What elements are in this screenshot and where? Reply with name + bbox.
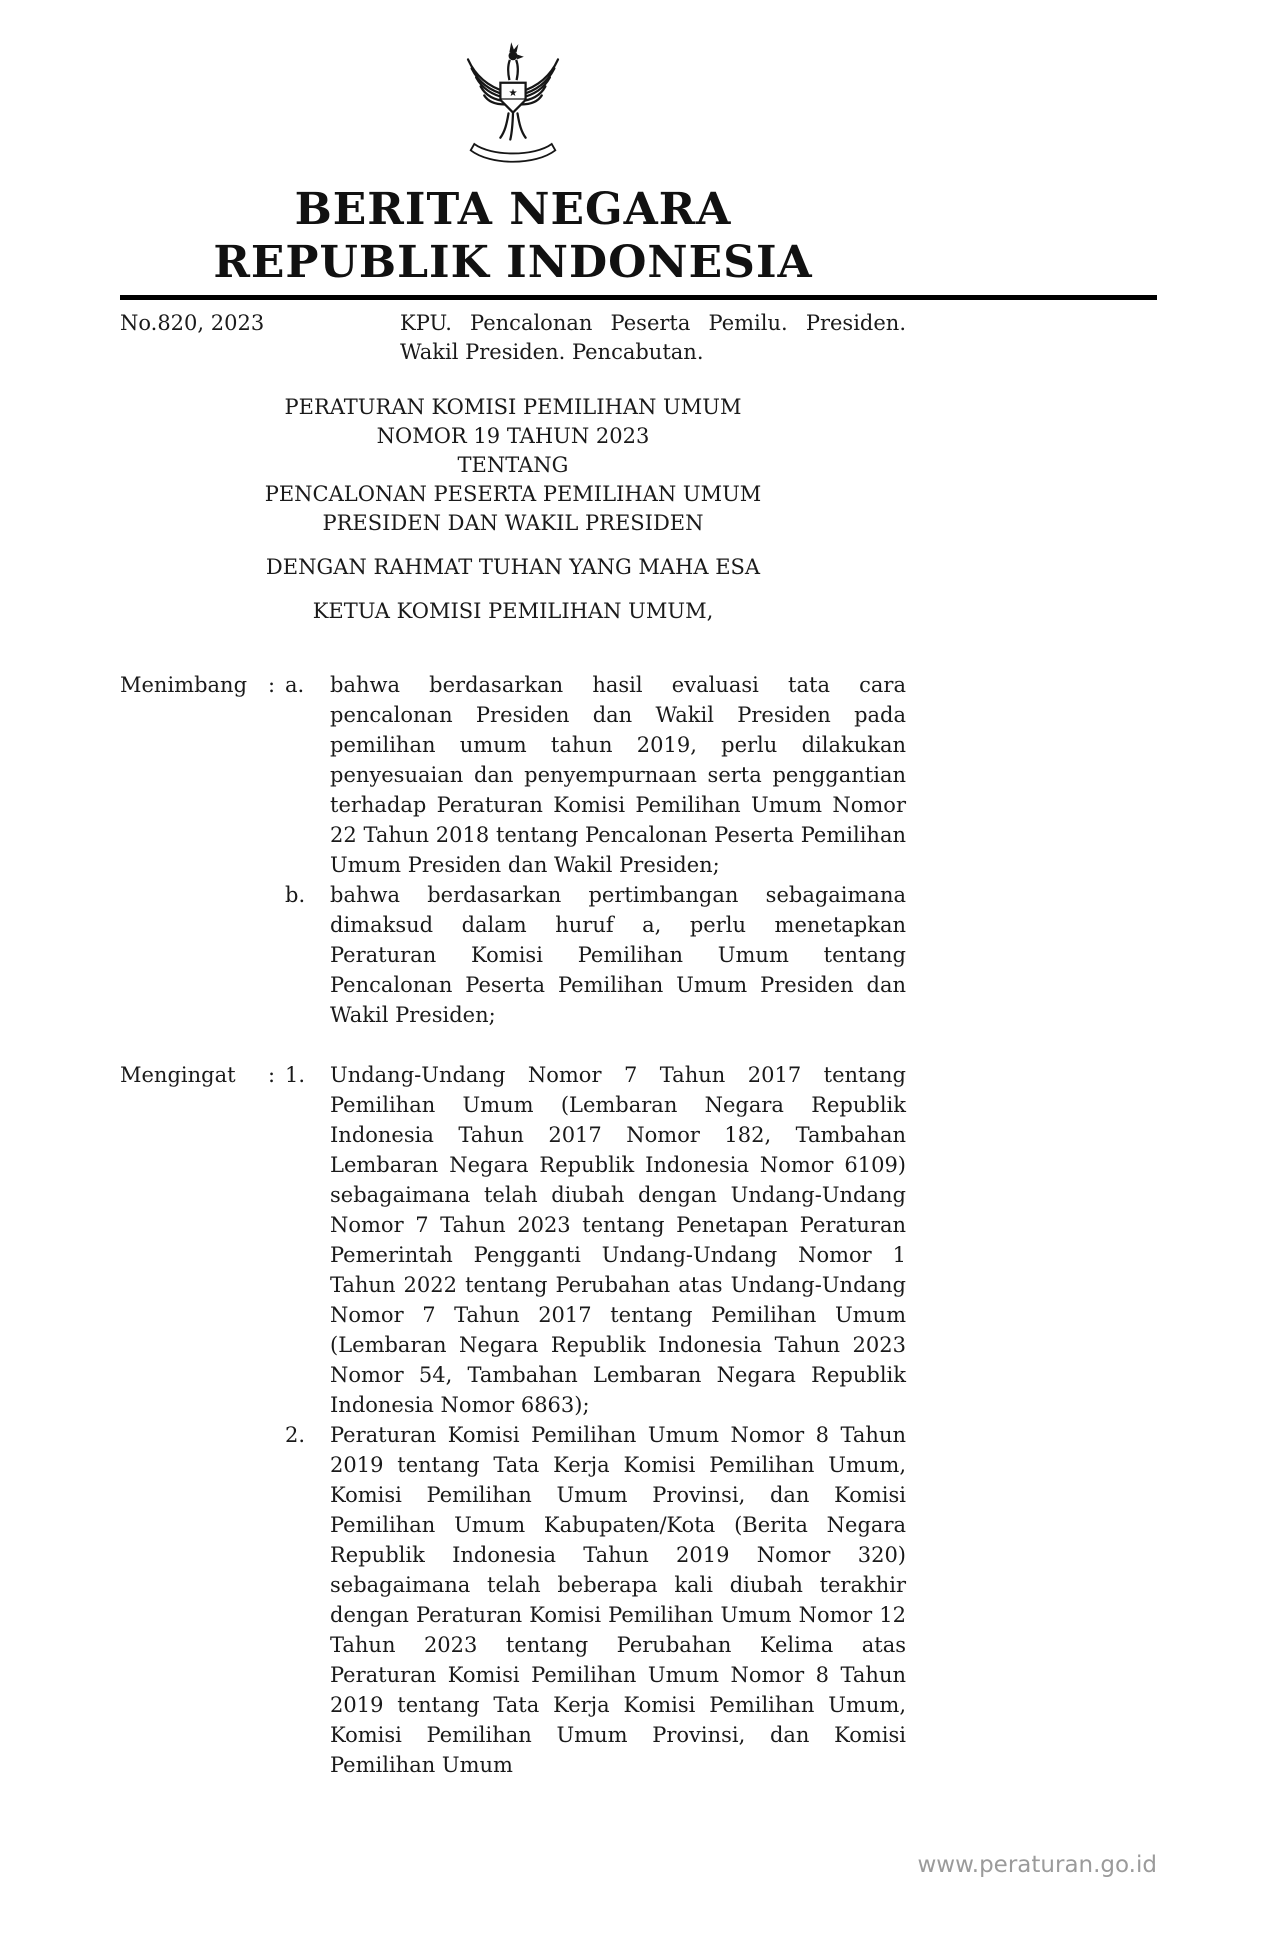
legal-basis-item-marker: 1.	[285, 1063, 306, 1087]
gazette-title-line-1: BERITA NEGARA	[294, 184, 732, 235]
garuda-pancasila-icon	[459, 36, 567, 171]
authority-line: KETUA KOMISI PEMILIHAN UMUM,	[312, 599, 714, 623]
spacer-cell	[120, 1420, 268, 1780]
spacer-cell	[268, 880, 285, 1030]
legal-basis-item-marker: 2.	[285, 1423, 306, 1447]
regulation-heading-line-3: TENTANG	[457, 453, 569, 477]
gazette-number: No.820, 2023	[120, 311, 265, 335]
considerations-colon: :	[268, 673, 276, 697]
regulation-heading-line-2: NOMOR 19 TAHUN 2023	[376, 424, 650, 448]
invocation-line: DENGAN RAHMAT TUHAN YANG MAHA ESA	[265, 555, 761, 579]
regulation-heading-line-5: PRESIDEN DAN WAKIL PRESIDEN	[322, 511, 704, 535]
gazette-header-row	[120, 309, 906, 367]
legal-basis-colon: :	[268, 1063, 276, 1087]
regulation-heading-line-1: PERATURAN KOMISI PEMILIHAN UMUM	[284, 395, 742, 419]
gazette-subject: KPU. Pencalonan Peserta Pemilu. Presiden. Wakil Presiden. Pencabutan.	[400, 311, 906, 364]
considerations-section	[120, 670, 906, 1030]
consideration-item-text: bahwa berdasarkan pertimbangan sebagaimana dimaksud dalam huruf a, perlu menetapkan Peraturan Komisi Pemilihan Umum tentang Pencalonan Peserta Pemilihan Umum Presiden dan Wakil Presiden;	[330, 883, 906, 1027]
source-watermark: www.peraturan.go.id	[917, 1852, 1157, 1878]
gazette-page	[120, 0, 1157, 1780]
legal-basis-label: Mengingat	[120, 1063, 236, 1087]
regulation-heading	[120, 393, 906, 626]
regulation-heading-line-4: PENCALONAN PESERTA PEMILIHAN UMUM	[264, 482, 762, 506]
spacer-cell	[268, 1420, 285, 1780]
legal-basis-section	[120, 1060, 906, 1780]
legal-basis-item-text: Peraturan Komisi Pemilihan Umum Nomor 8 Tahun 2019 tentang Tata Kerja Komisi Pemilihan Umum, Komisi Pemilihan Umum Provinsi, dan Komisi Pemilihan Umum Kabupaten/Kota (Berita Negara Republik Indonesia Tahun 2019 Nomor 320) sebagaimana telah beberapa kali diubah terakhir dengan Peraturan Komisi Pemilihan Umum Nomor 12 Tahun 2023 tentang Perubahan Kelima atas Peraturan Komisi Pemilihan Umum Nomor 8 Tahun 2019 tentang Tata Kerja Komisi Pemilihan Umum, Komisi Pemilihan Umum Provinsi, dan Komisi Pemilihan Umum	[330, 1423, 906, 1777]
gazette-title-line-2: REPUBLIK INDONESIA	[213, 237, 813, 288]
consideration-item-marker: a.	[285, 673, 305, 697]
title-divider-rule	[120, 295, 1157, 300]
consideration-item-marker: b.	[285, 883, 306, 907]
gazette-title	[120, 183, 906, 289]
emblem-container	[120, 0, 906, 171]
considerations-label: Menimbang	[120, 673, 248, 697]
legal-basis-item-text: Undang-Undang Nomor 7 Tahun 2017 tentang Pemilihan Umum (Lembaran Negara Republik Indonesia Tahun 2017 Nomor 182, Tambahan Lembaran Negara Republik Indonesia Nomor 6109) sebagaimana telah diubah dengan Undang-Undang Nomor 7 Tahun 2023 tentang Penetapan Peraturan Pemerintah Pengganti Undang-Undang Nomor 1 Tahun 2022 tentang Perubahan atas Undang-Undang Nomor 7 Tahun 2017 tentang Pemilihan Umum (Lembaran Negara Republik Indonesia Tahun 2023 Nomor 54, Tambahan Lembaran Negara Republik Indonesia Nomor 6863);	[330, 1063, 906, 1417]
spacer-cell	[120, 880, 268, 1030]
consideration-item-text: bahwa berdasarkan hasil evaluasi tata cara pencalonan Presiden dan Wakil Presiden pada pemilihan umum tahun 2019, perlu dilakukan penyesuaian dan penyempurnaan serta penggantian terhadap Peraturan Komisi Pemilihan Umum Nomor 22 Tahun 2018 tentang Pencalonan Peserta Pemilihan Umum Presiden dan Wakil Presiden;	[330, 673, 906, 877]
